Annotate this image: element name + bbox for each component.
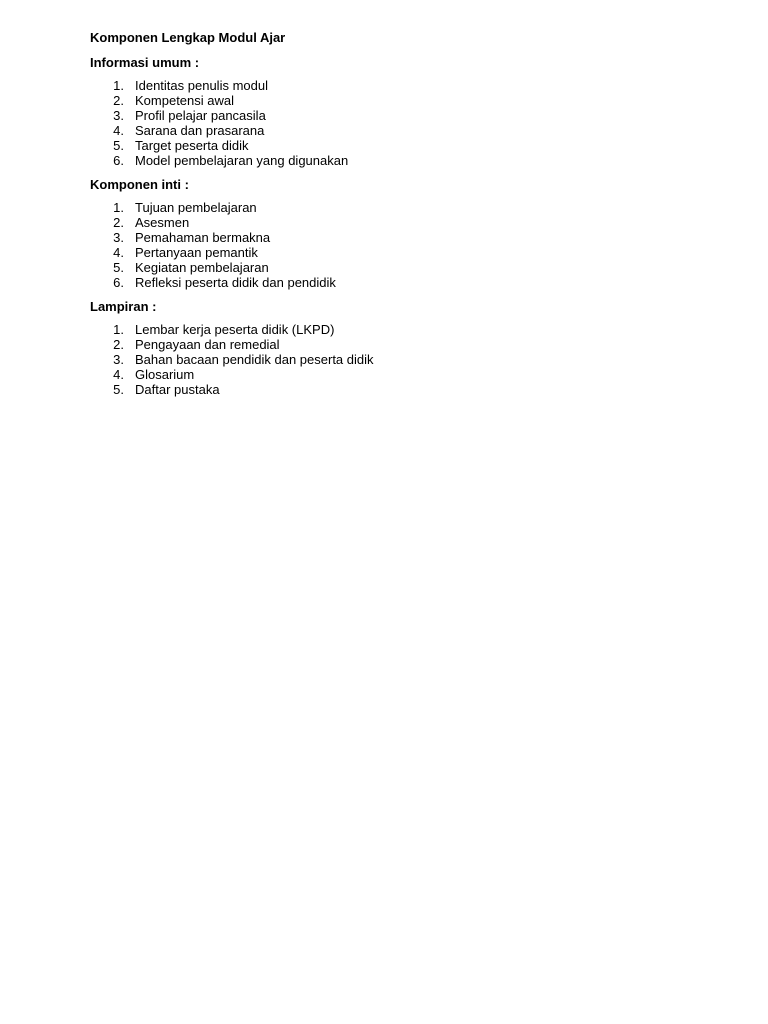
section-heading: Lampiran : — [90, 299, 157, 314]
list-item-number: 2. — [113, 93, 124, 108]
list-item — [90, 138, 710, 153]
list-item-number: 3. — [113, 352, 124, 367]
sections-container — [90, 54, 710, 397]
numbered-list — [90, 322, 710, 397]
list-item — [90, 260, 710, 275]
list-item-text: Pertanyaan pemantik — [135, 245, 258, 260]
list-item — [90, 93, 710, 108]
list-item-number: 1. — [113, 78, 124, 93]
numbered-list — [90, 78, 710, 168]
list-item — [90, 367, 710, 382]
list-item-number: 4. — [113, 123, 124, 138]
list-item-text: Kegiatan pembelajaran — [135, 260, 269, 275]
list-item-text: Tujuan pembelajaran — [135, 200, 257, 215]
section-heading: Komponen inti : — [90, 177, 189, 192]
list-item-text: Pengayaan dan remedial — [135, 337, 280, 352]
list-item — [90, 123, 710, 138]
list-item-text: Sarana dan prasarana — [135, 123, 265, 138]
list-item-text: Profil pelajar pancasila — [135, 108, 266, 123]
list-item-number: 4. — [113, 367, 124, 382]
list-item — [90, 245, 710, 260]
list-item-number: 1. — [113, 200, 124, 215]
list-item-number: 2. — [113, 215, 124, 230]
list-item-text: Refleksi peserta didik dan pendidik — [135, 275, 336, 290]
list-item-number: 3. — [113, 108, 124, 123]
section — [90, 298, 710, 397]
list-item-text: Pemahaman bermakna — [135, 230, 271, 245]
list-item — [90, 108, 710, 123]
section-heading: Informasi umum : — [90, 55, 200, 70]
list-item-number: 6. — [113, 275, 124, 290]
list-item — [90, 78, 710, 93]
list-item-text: Model pembelajaran yang digunakan — [135, 153, 349, 168]
list-item-text: Glosarium — [135, 367, 195, 382]
list-item — [90, 215, 710, 230]
numbered-list — [90, 200, 710, 290]
list-item — [90, 230, 710, 245]
list-item-text: Target peserta didik — [135, 138, 249, 153]
list-item — [90, 352, 710, 367]
list-item-number: 2. — [113, 337, 124, 352]
list-item-text: Daftar pustaka — [135, 382, 220, 397]
list-item-number: 5. — [113, 138, 124, 153]
list-item-number: 3. — [113, 230, 124, 245]
list-item-number: 4. — [113, 245, 124, 260]
list-item — [90, 200, 710, 215]
list-item — [90, 337, 710, 352]
list-item-text: Bahan bacaan pendidik dan peserta didik — [135, 352, 374, 367]
list-item-number: 5. — [113, 382, 124, 397]
list-item — [90, 153, 710, 168]
section — [90, 176, 710, 290]
list-item-text: Asesmen — [135, 215, 190, 230]
section — [90, 54, 710, 168]
list-item-number: 1. — [113, 322, 124, 337]
list-item — [90, 322, 710, 337]
list-item-number: 6. — [113, 153, 124, 168]
document-page — [90, 29, 710, 405]
document-title: Komponen Lengkap Modul Ajar — [90, 30, 286, 45]
list-item — [90, 382, 710, 397]
list-item-text: Lembar kerja peserta didik (LKPD) — [135, 322, 335, 337]
list-item — [90, 275, 710, 290]
list-item-text: Identitas penulis modul — [135, 78, 268, 93]
list-item-text: Kompetensi awal — [135, 93, 234, 108]
list-item-number: 5. — [113, 260, 124, 275]
